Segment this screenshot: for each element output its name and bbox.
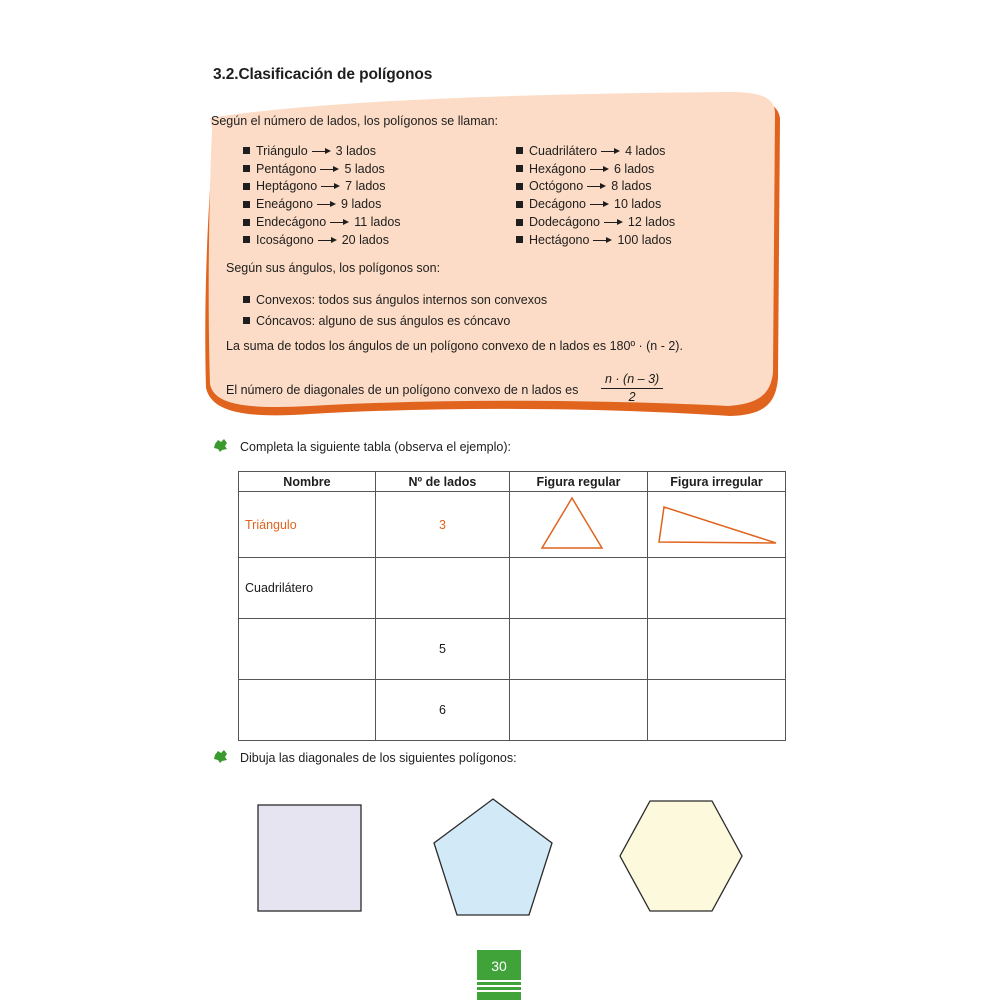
section-title: 3.2.Clasificación de polígonos (213, 66, 433, 83)
list-item: Hexágono 6 lados (516, 160, 675, 178)
divider (477, 985, 521, 987)
bullet-icon (516, 147, 523, 154)
cell-irregular-figure[interactable] (647, 680, 785, 741)
list-item: Convexos: todos sus ángulos internos son convexos (243, 289, 547, 310)
cell-name[interactable]: Cuadrilátero (239, 558, 376, 619)
list-item: Octógono 8 lados (516, 178, 675, 196)
cell-irregular-figure[interactable] (647, 558, 785, 619)
header-regular: Figura regular (509, 472, 647, 492)
table-header-row (239, 472, 786, 492)
polygon-list-left (243, 142, 401, 249)
green-leaf-icon (213, 438, 229, 452)
table-row (239, 680, 786, 741)
angle-sum-formula: La suma de todos los ángulos de un polígono convexo de n lados es 180º · (n - 2). (226, 339, 683, 353)
arrow-right-icon (318, 236, 338, 244)
header-irregular: Figura irregular (647, 472, 785, 492)
cell-name: Triángulo (239, 492, 376, 558)
bullet-icon (516, 236, 523, 243)
angles-intro: Según sus ángulos, los polígonos son: (226, 261, 441, 275)
exercise2-instruction: Dibuja las diagonales de los siguientes polígonos: (240, 751, 517, 765)
sides-intro: Según el número de lados, los polígonos se llaman: (211, 114, 498, 128)
bullet-icon (243, 317, 250, 324)
cell-sides: 3 (375, 492, 509, 558)
bullet-icon (516, 165, 523, 172)
exercise1-instruction: Completa la siguiente tabla (observa el ejemplo): (240, 440, 511, 454)
bullet-icon (516, 219, 523, 226)
irregular-triangle-icon (648, 492, 785, 554)
list-item: Cuadrilátero 4 lados (516, 142, 675, 160)
arrow-right-icon (320, 165, 340, 173)
table-row (239, 558, 786, 619)
bullet-icon (243, 236, 250, 243)
table-row (239, 619, 786, 680)
arrow-right-icon (587, 182, 607, 190)
arrow-right-icon (330, 218, 350, 226)
cell-name[interactable] (239, 680, 376, 741)
diagonals-text: El número de diagonales de un polígono convexo de n lados es (226, 383, 579, 397)
cell-regular-figure[interactable] (509, 619, 647, 680)
fraction-denominator: 2 (628, 390, 636, 404)
page-number: 30 (491, 958, 507, 974)
green-leaf-icon (213, 749, 229, 763)
bullet-icon (243, 296, 250, 303)
polygon-list-right (516, 142, 675, 249)
bullet-icon (243, 165, 250, 172)
arrow-right-icon (590, 200, 610, 208)
cell-irregular-figure (647, 492, 785, 558)
arrow-right-icon (604, 218, 624, 226)
list-item: Pentágono 5 lados (243, 160, 401, 178)
polygon-table (238, 471, 786, 741)
cell-regular-figure (509, 492, 647, 558)
list-item: Icoságono 20 lados (243, 231, 401, 249)
header-lados: Nº de lados (375, 472, 509, 492)
bullet-icon (243, 183, 250, 190)
list-item: Heptágono 7 lados (243, 178, 401, 196)
diagonals-fraction (601, 372, 663, 404)
regular-triangle-icon (510, 492, 647, 554)
cell-sides[interactable]: 5 (375, 619, 509, 680)
cell-irregular-figure[interactable] (647, 619, 785, 680)
arrow-right-icon (601, 147, 621, 155)
list-item: Cóncavos: alguno de sus ángulos es cóncavo (243, 310, 547, 331)
cell-sides[interactable]: 6 (375, 680, 509, 741)
bullet-icon (516, 183, 523, 190)
list-item: Eneágono 9 lados (243, 195, 401, 213)
arrow-right-icon (317, 200, 337, 208)
bullet-icon (243, 147, 250, 154)
pentagon-shape[interactable] (434, 799, 552, 915)
polygons-to-draw (240, 790, 780, 920)
cell-name[interactable] (239, 619, 376, 680)
arrow-right-icon (590, 165, 610, 173)
divider (477, 990, 521, 992)
cell-sides[interactable] (375, 558, 509, 619)
bullet-icon (243, 219, 250, 226)
arrow-right-icon (321, 182, 341, 190)
hexagon-shape[interactable] (620, 801, 742, 911)
list-item: Decágono 10 lados (516, 195, 675, 213)
list-item: Endecágono 11 lados (243, 213, 401, 231)
cell-regular-figure[interactable] (509, 680, 647, 741)
divider (477, 980, 521, 982)
header-nombre: Nombre (239, 472, 376, 492)
bullet-icon (243, 201, 250, 208)
cell-regular-figure[interactable] (509, 558, 647, 619)
page-number-badge (477, 950, 521, 1000)
list-item: Dodecágono 12 lados (516, 213, 675, 231)
bullet-icon (516, 201, 523, 208)
list-item: Triángulo 3 lados (243, 142, 401, 160)
fraction-numerator: n · (n – 3) (601, 372, 663, 389)
list-item: Hectágono 100 lados (516, 231, 675, 249)
angle-types-list (243, 289, 547, 331)
table-row (239, 492, 786, 558)
info-box-background (190, 88, 790, 428)
arrow-right-icon (593, 236, 613, 244)
arrow-right-icon (312, 147, 332, 155)
square-shape[interactable] (258, 805, 361, 911)
